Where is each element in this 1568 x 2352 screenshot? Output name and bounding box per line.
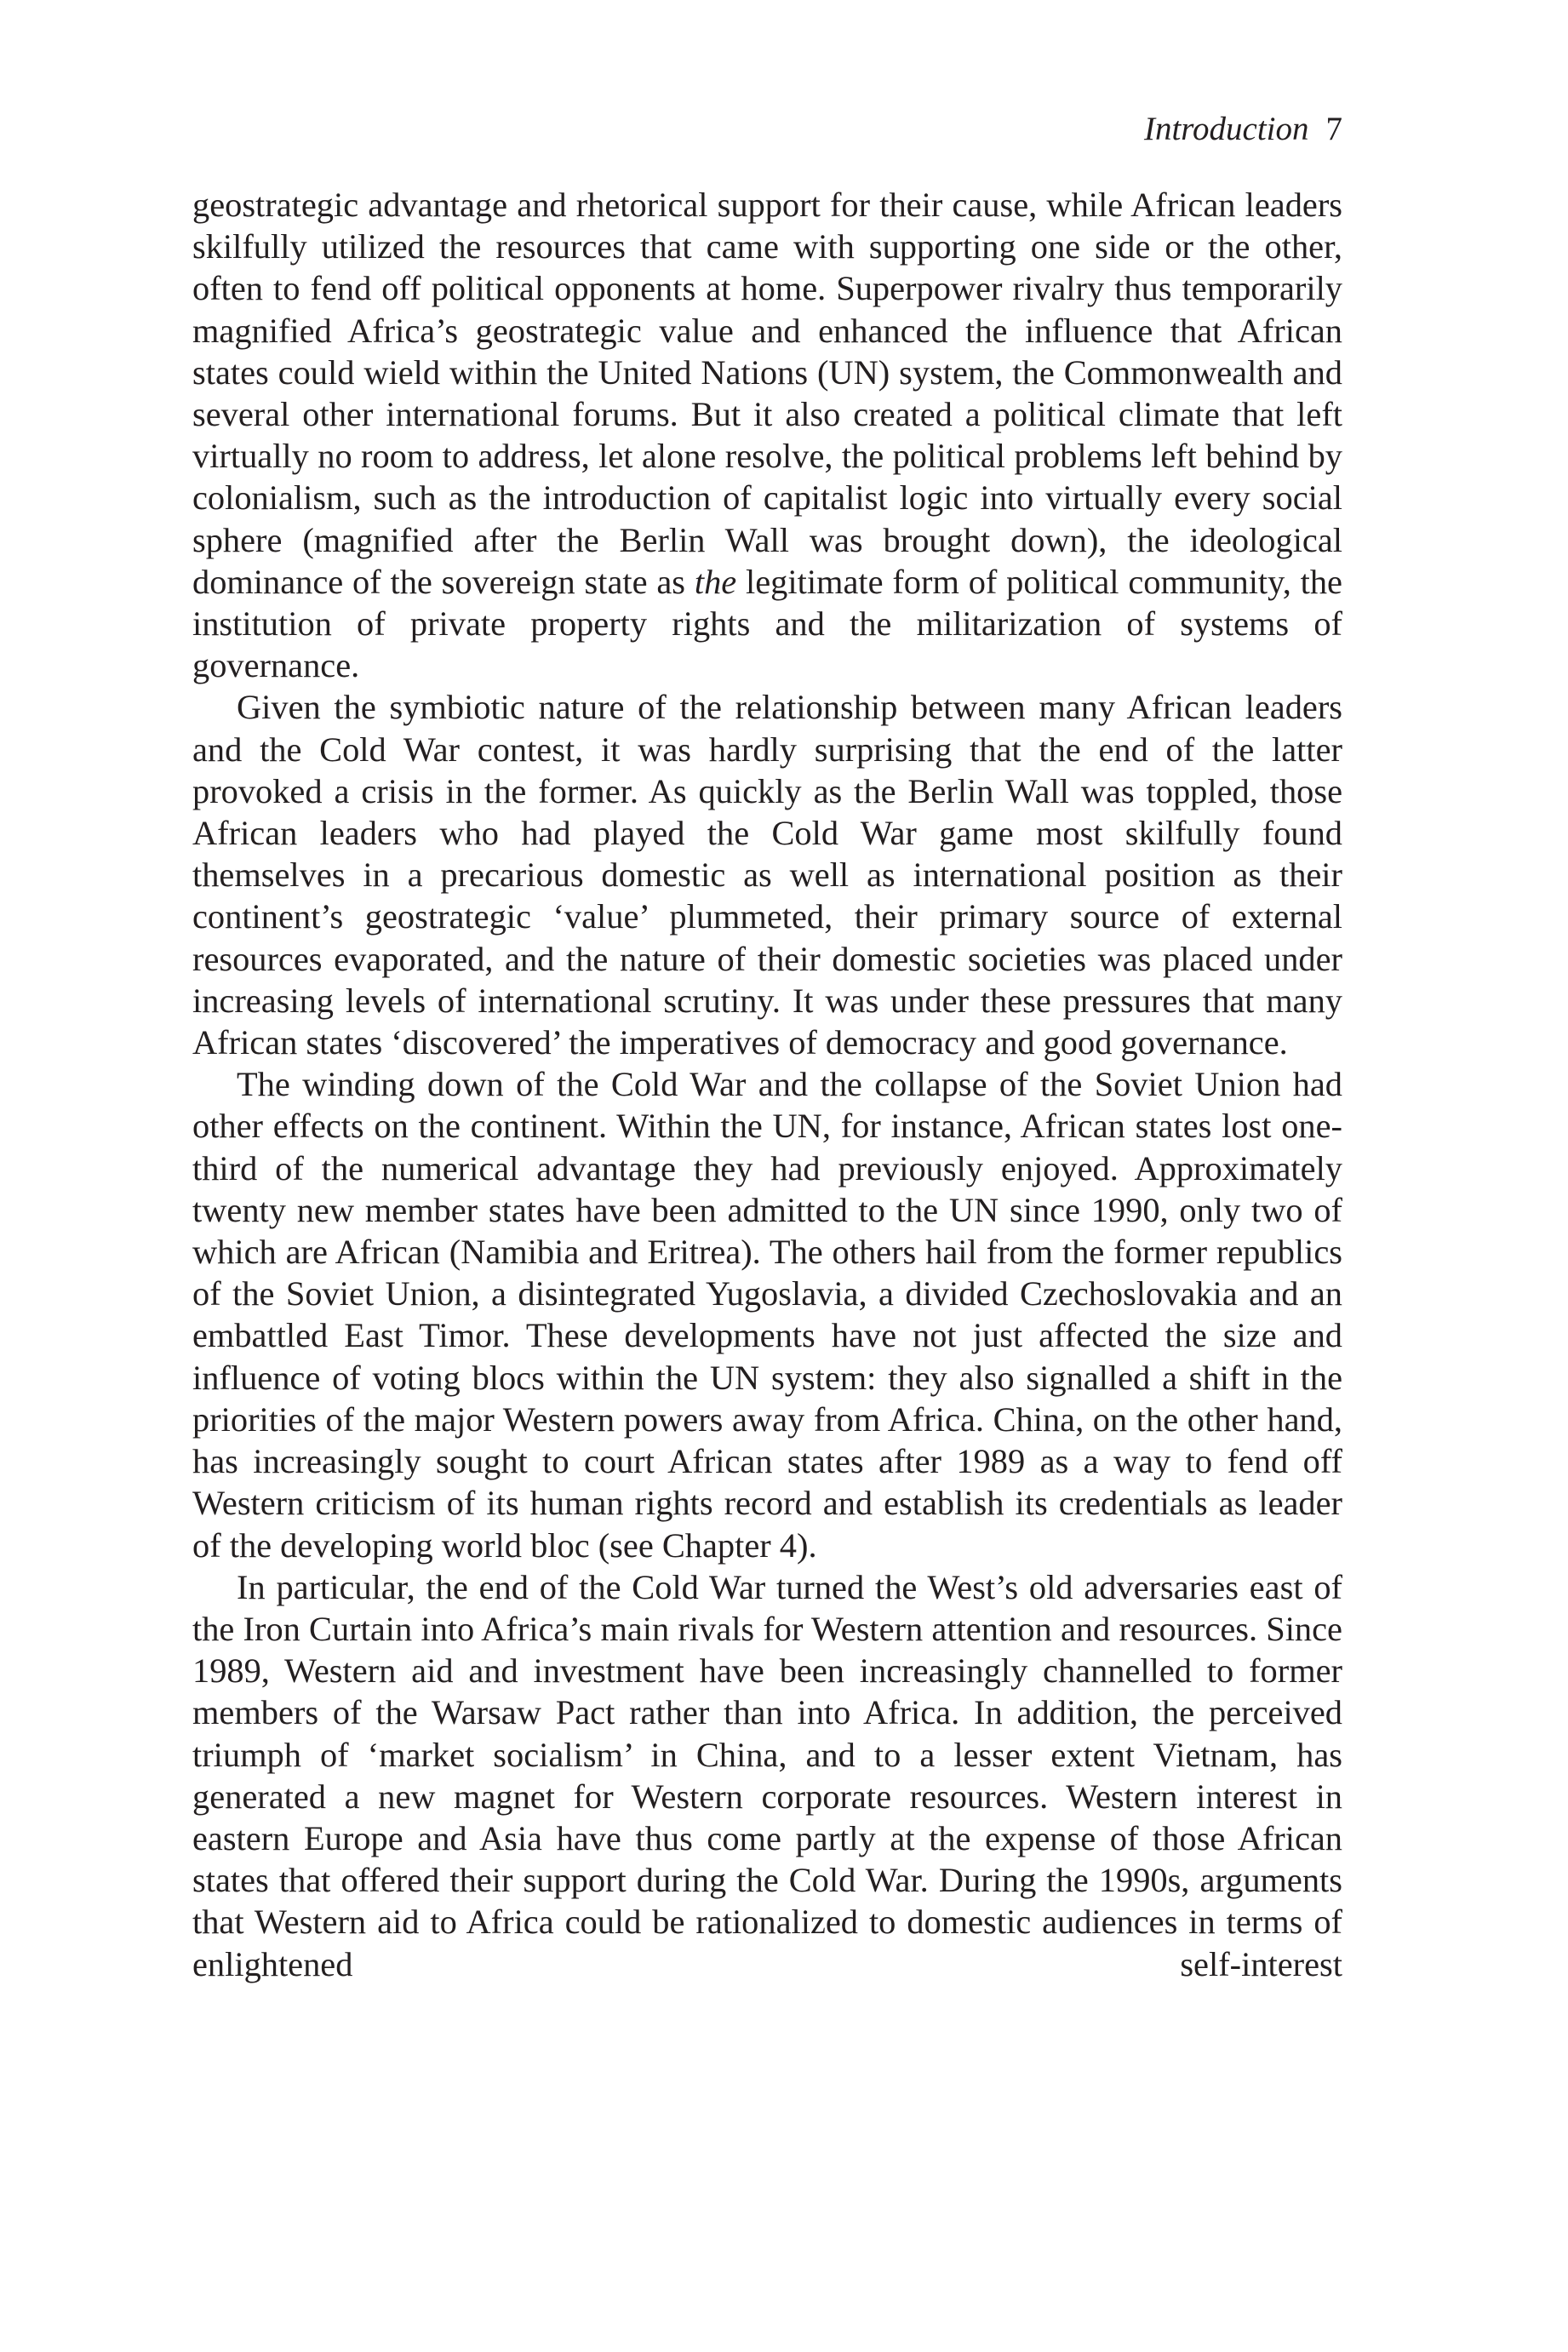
paragraph-1-emphasis: the: [694, 562, 737, 601]
paragraph-4: In particular, the end of the Cold War turned the West’s old adversaries east of the Iron Curtain into Africa’s main rivals for Western attention and resources. Since 1989, Western aid and investment have been increasingly channelled to former members of the Warsaw Pact rather than into Africa. In addition, the perceived triumph of ‘market socialism’ in China, and to a lesser extent Vietnam, has generated a new magnet for Western corporate resources. Western interest in eastern Europe and Asia have thus come partly at the expense of those African states that offered their support during the Cold War. During the 1990s, arguments that Western aid to Africa could be rationalized to domestic audiences in terms of enlightened self-interest: [192, 1567, 1342, 1983]
paragraph-2: Given the symbiotic nature of the relationship between many African leaders and the Cold War contest, it was hardly surprising that the end of the latter provoked a crisis in the former. As quickly as the Berlin Wall was toppled, those African leaders who had played the Cold War game most skilfully found themselves in a precarious domestic as well as international position as their continent’s geostrategic ‘value’ plummeted, their primary source of external resources evaporated, and the nature of their domestic societies was placed under increasing levels of international scrutiny. It was under these pressures that many African states ‘discovered’ the imperatives of democracy and good governance.: [192, 688, 1342, 1062]
page-number: 7: [1325, 111, 1342, 147]
paragraph-3: The winding down of the Cold War and the collapse of the Soviet Union had other effects on the continent. Within the UN, for instance, African states lost one-third of the numerical advantage they had previously enjoyed. Approximately twenty new member states have been admitted to the UN since 1990, only two of which are African (Namibia and Eritrea). The others hail from the former republics of the Soviet Union, a disintegrated Yugoslavia, a divided Czechoslovakia and an embattled East Timor. These developments have not just affected the size and influence of voting blocs within the UN system: they also signalled a shift in the priorities of the major Western powers away from Africa. China, on the other hand, has increasingly sought to court African states after 1989 as a way to fend off Western criticism of its human rights record and establish its credentials as leader of the developing world bloc (see Chapter 4).: [192, 1065, 1342, 1565]
running-head-title: Introduction: [1143, 111, 1309, 147]
running-head: [192, 109, 1342, 150]
paragraph-1-text-after: legitimate form of political community, the institution of private property rights and the militarization of systems of governance.: [192, 562, 1342, 685]
body-text: [192, 184, 1342, 1985]
paragraph-1: [192, 184, 1342, 686]
paragraph-1-text-before: geostrategic advantage and rhetorical support for their cause, while African leaders skilfully utilized the resources that came with supporting one side or the other, often to fend off political opponents at home. Superpower rivalry thus temporarily magnified Africa’s geostrategic value and enhanced the influence that African states could wield within the United Nations (UN) system, the Commonwealth and several other international forums. But it also created a political climate that left virtually no room to address, let alone resolve, the political problems left behind by colonialism, such as the introduction of capitalist logic into virtually every social sphere (magnified after the Berlin Wall was brought down), the ideological dominance of the sovereign state as: [192, 186, 1342, 601]
